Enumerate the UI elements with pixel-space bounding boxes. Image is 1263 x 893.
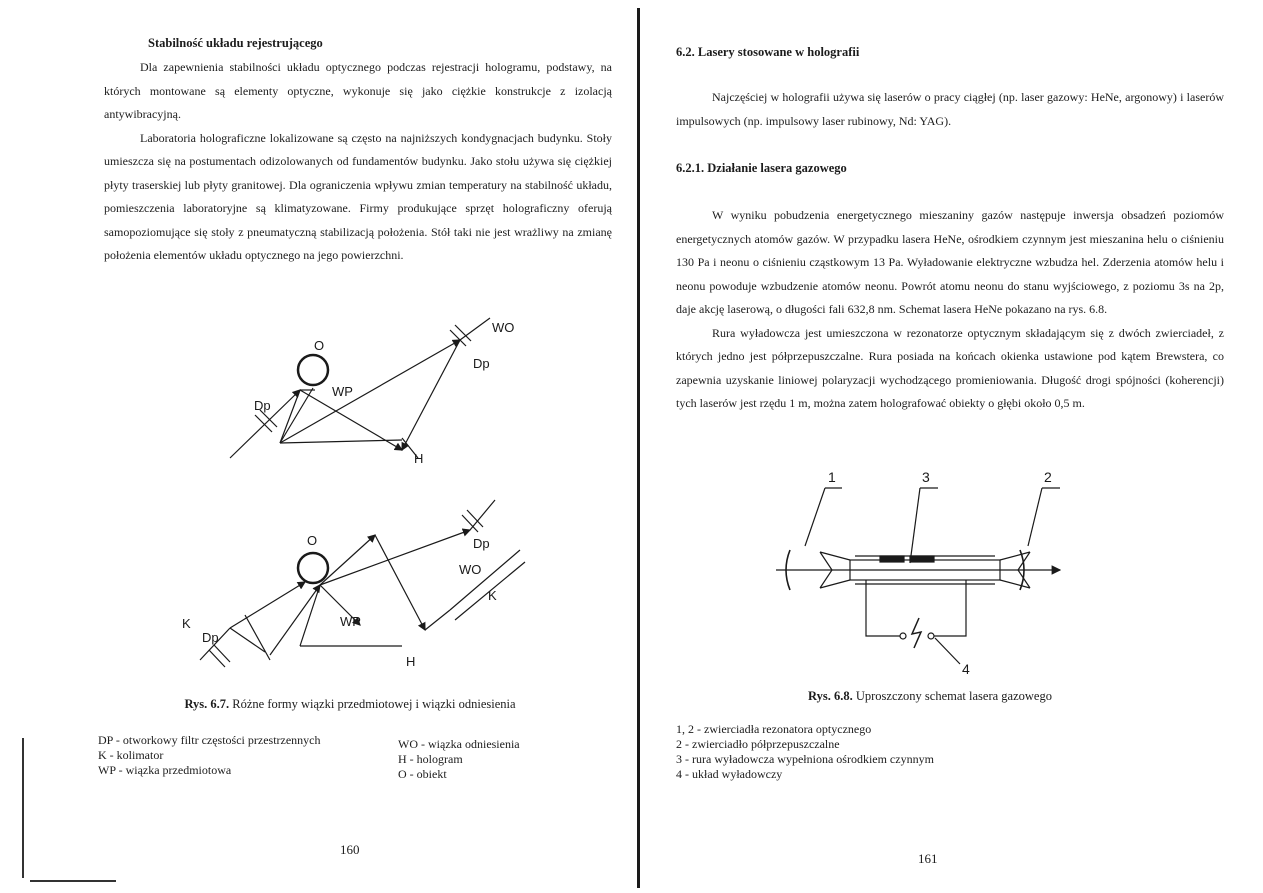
left-heading: Stabilność układu rejestrującego	[148, 36, 323, 50]
electrode-left	[866, 580, 900, 636]
fig67-label-top-Dp-right: Dp	[473, 356, 490, 371]
right-intro-paragraph: Najczęściej w holografii używa się laserów o pracy ciągłej (np. laser gazowy: HeNe, argonowy) i laserów impulsowych (np. impulsowy laser rubinowy, Nd: YAG).	[676, 90, 1224, 128]
figure-6-8-legend	[676, 722, 1056, 782]
right-paragraph-1: W wyniku pobudzenia energetycznego mieszaniny gazów następuje inwersja obsadzeń poziomów energetycznych atomów gazów. W przypadku lasera HeNe, ośrodkiem czynnym jest mieszanina helu o ciśnieniu 130 Pa i neonu o ciśnieniu cząstkowym 13 Pa. Wyładowanie elektryczne wzbudza hel. Zderzenia atomów helu i neonu powoduje wzbudzenie atomów neonu. Powrót atomu neonu do stanu wyjściowego, z poziomu 3s na 2p, daje akcję laserową, o długości fali 632,8 nm. Schemat lasera HeNe pokazano na rys. 6.8.	[676, 208, 1224, 316]
caption-text: Uproszczony schemat lasera gazowego	[855, 689, 1052, 703]
right-paragraph-2: Rura wyładowcza jest umieszczona w rezonatorze optycznym składającym się z dwóch zwierciadeł, z których jedno jest półprzepuszczalne. Rura posiada na końcach okienka ustawione pod kątem Brewstera, co zapewnia uzyskanie liniowej polaryzacji wychodzącego promieniowania. Długość drogi spójności (koherencji) tych laserów jest rzędu 1 m, można zatem holografować obiekty o głębi około 0,5 m.	[676, 325, 1224, 410]
figure-6-7-caption	[170, 697, 530, 712]
page-number-left: 160	[340, 842, 360, 857]
right-page	[640, 0, 1263, 893]
page-number-right: 161	[918, 851, 938, 866]
caption-label: Rys. 6.8.	[808, 689, 853, 703]
legend-right	[398, 737, 598, 782]
left-paragraph-2: Laboratoria holograficzne lokalizowane są często na najniższych kondygnacjach budynku. Stoły umieszcza się na postumentach odizolowanych od fundamentów budynku. Jako stołu używa się ciężkiej płyty traserskiej lub płyty granitowej. Dla ograniczenia wpływu zmian temperatury na stabilność układu, pomieszczenia laboratoryjne są klimatyzowane. Firmy produkujące sprzęt holograficzny oferują samopoziomujące się stoły z pneumatyczną stabilizacją położenia. Stół taki nie jest wrażliwy na zmianę położenia elementów układu optycznego na jego powierzchni.	[104, 130, 612, 262]
caption-label: Rys. 6.7.	[184, 697, 230, 711]
fig67-label-top-Dp-left: Dp	[254, 398, 271, 413]
legend-item: 3 - rura wyładowcza wypełniona ośrodkiem czynnym	[676, 752, 934, 766]
right-intro	[676, 86, 1224, 133]
legend-item: DP - otworkowy filtr częstości przestrzennych	[98, 733, 321, 747]
fig67-label-top-O: O	[314, 338, 325, 353]
fig67-label-bottom-H: H	[406, 654, 416, 669]
fig67-label-bottom-K-left: K	[182, 616, 191, 631]
legend-item: K - kolimator	[98, 748, 164, 762]
legend-left	[98, 733, 378, 778]
caption-text: Różne formy wiązki przedmiotowej i wiązki odniesienia	[232, 697, 516, 711]
figure-6-8-caption	[780, 689, 1080, 704]
legend-item: 4 - układ wyładowczy	[676, 767, 783, 781]
subsection-heading-6-2-1: 6.2.1. Działanie lasera gazowego	[676, 161, 847, 175]
fig68-label-4: 4	[962, 661, 970, 677]
legend-item: 2 - zwierciadło półprzepuszczalne	[676, 737, 840, 751]
legend-item: H - hologram	[398, 752, 463, 766]
legend-item: 1, 2 - zwierciadła rezonatora optycznego	[676, 722, 872, 736]
legend-item: WP - wiązka przedmiotowa	[98, 763, 232, 777]
section-heading-6-2: 6.2. Lasery stosowane w holografii	[676, 45, 860, 59]
fig67-label-top-H: H	[414, 451, 424, 466]
fig67-label-bottom-WP: WP	[340, 614, 361, 629]
fig67-label-bottom-Dp-right: Dp	[473, 536, 490, 551]
fig67-label-top-WP: WP	[332, 384, 353, 399]
left-body	[104, 56, 612, 268]
figure-6-7	[170, 310, 570, 680]
fig68-label-3: 3	[922, 469, 930, 485]
figure-6-8	[770, 468, 1070, 683]
fig67-label-top-WO: WO	[492, 320, 515, 335]
left-paragraph-1: Dla zapewnienia stabilności układu optycznego podczas rejestracji hologramu, podstawy, na których montowane są elementy optyczne, wykonuje się jako ciężkie konstrukcje z izolacją antywibracyjną.	[104, 60, 612, 121]
object-circle-top	[298, 355, 328, 385]
fig68-label-2: 2	[1044, 469, 1052, 485]
legend-item: O - obiekt	[398, 767, 447, 781]
electrode-right	[934, 580, 966, 636]
right-body	[676, 204, 1224, 416]
fig67-label-bottom-O: O	[307, 533, 318, 548]
fig68-label-1: 1	[828, 469, 836, 485]
fig67-label-bottom-WO: WO	[459, 562, 482, 577]
legend-item: WO - wiązka odniesienia	[398, 737, 520, 751]
spark-icon	[912, 618, 921, 648]
object-circle-bottom	[298, 553, 328, 583]
fig67-label-bottom-K-right: K	[488, 588, 497, 603]
fig67-label-bottom-Dp-left: Dp	[202, 630, 219, 645]
